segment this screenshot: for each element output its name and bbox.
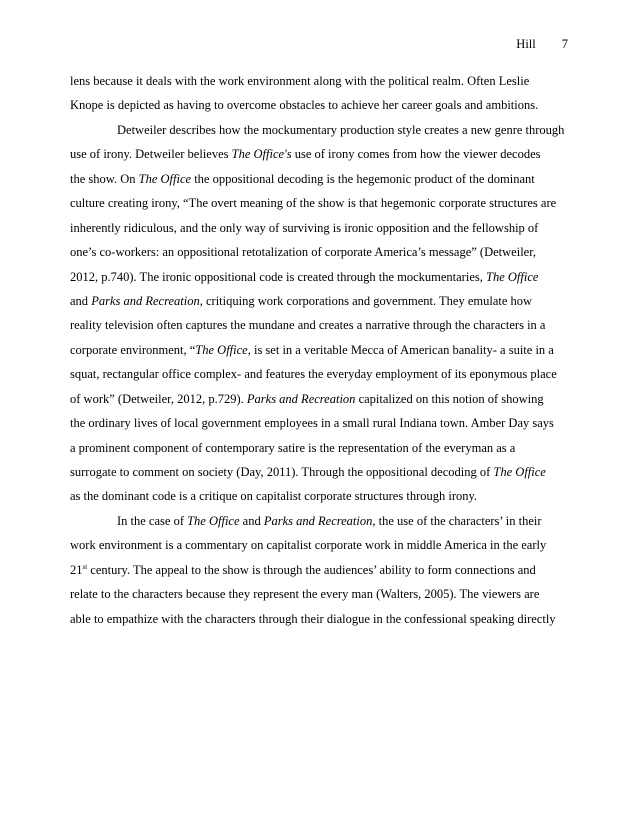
text-segment: culture creating irony, “The overt meaning of the show is that hegemonic corporate structures are bbox=[70, 196, 557, 211]
text-segment: Detweiler describes how the mockumentary production style creates a new genre through bbox=[117, 122, 565, 137]
text-segment: use of irony comes from how the viewer decodes bbox=[291, 147, 541, 162]
author-name: Hill bbox=[516, 37, 536, 51]
text-line bbox=[70, 387, 570, 411]
body-text bbox=[70, 69, 570, 631]
text-line bbox=[70, 607, 570, 631]
text-segment: work environment is a commentary on capitalist corporate work in middle America in the early bbox=[70, 538, 547, 553]
text-segment: 2012, p.740). The ironic oppositional code is created through the mockumentaries, bbox=[70, 269, 486, 284]
text-segment: use of irony. Detweiler believes bbox=[70, 147, 232, 162]
text-segment: capitalized on this notion of showing bbox=[355, 391, 544, 406]
text-line bbox=[70, 460, 570, 484]
text-segment: the ordinary lives of local government employees in a small rural Indiana town. Amber Day says bbox=[70, 416, 554, 431]
text-segment: the use of the characters’ in their bbox=[375, 513, 542, 528]
text-line bbox=[70, 509, 570, 533]
text-line bbox=[70, 436, 570, 460]
text-segment: lens because it deals with the work environment along with the political realm. Often Leslie bbox=[70, 74, 530, 88]
text-segment: relate to the characters because they represent the every man (Walters, 2005). The viewers are bbox=[70, 587, 540, 602]
text-segment: surrogate to comment on society (Day, 2011). Through the oppositional decoding of bbox=[70, 465, 494, 479]
text-segment: is set in a veritable Mecca of American banality- a suite in a bbox=[250, 342, 554, 357]
text-segment: corporate environment, “ bbox=[70, 342, 196, 357]
italic-title: The Office, bbox=[195, 342, 251, 357]
text-segment: critiquing work corporations and government. They emulate how bbox=[202, 293, 533, 308]
text-segment: and bbox=[70, 293, 92, 308]
text-segment: inherently ridiculous, and the only way of surviving is ironic opposition and the fellowship of bbox=[70, 220, 539, 235]
italic-title: Parks and Recreation bbox=[246, 391, 356, 406]
text-segment: the oppositional decoding is the hegemonic product of the dominant bbox=[191, 171, 535, 186]
text-line bbox=[70, 558, 570, 582]
text-segment: a prominent component of contemporary satire is the representation of the everyman as a bbox=[70, 440, 516, 455]
text-segment: the show. On bbox=[70, 171, 139, 186]
text-line bbox=[70, 265, 570, 289]
text-line bbox=[70, 93, 570, 117]
italic-title: Parks and Recreation, bbox=[263, 513, 376, 528]
text-segment: and bbox=[239, 513, 264, 528]
italic-title: The Office bbox=[187, 513, 240, 528]
text-segment: Knope is depicted as having to overcome obstacles to achieve her career goals and ambitions. bbox=[70, 98, 539, 113]
text-segment: as the dominant code is a critique on capitalist corporate structures through irony. bbox=[70, 489, 478, 504]
text-segment: In the case of bbox=[117, 513, 188, 528]
text-segment: reality television often captures the mundane and creates a narrative through the characters in a bbox=[70, 318, 546, 333]
text-line bbox=[70, 240, 570, 264]
text-line bbox=[70, 167, 570, 191]
text-line bbox=[70, 338, 570, 362]
text-line bbox=[70, 191, 570, 215]
italic-title: Parks and Recreation, bbox=[91, 293, 203, 308]
text-line bbox=[70, 582, 570, 606]
text-line bbox=[70, 289, 570, 313]
text-line bbox=[70, 411, 570, 435]
page-number: 7 bbox=[561, 37, 568, 51]
text-segment: century. The appeal to the show is through the audiences’ ability to form connections and bbox=[87, 562, 536, 577]
superscript: st bbox=[82, 562, 88, 571]
text-line bbox=[70, 69, 570, 93]
text-segment: 21 bbox=[70, 562, 83, 577]
text-line bbox=[70, 484, 570, 508]
text-segment: able to empathize with the characters through their dialogue in the confessional speaking directly bbox=[70, 611, 556, 626]
text-line bbox=[70, 216, 570, 240]
text-segment: one’s co-workers: an oppositional retotalization of corporate America’s message” (Detweiler, bbox=[70, 245, 536, 260]
text-segment: squat, rectangular office complex- and features the everyday employment of its eponymous place bbox=[70, 367, 557, 382]
italic-title: The Office's bbox=[231, 147, 292, 162]
text-line bbox=[70, 313, 570, 337]
text-line bbox=[70, 118, 570, 142]
text-segment: of work” (Detweiler, 2012, p.729). bbox=[70, 391, 247, 406]
text-line bbox=[70, 142, 570, 166]
italic-title: The Office bbox=[138, 171, 192, 186]
text-line bbox=[70, 362, 570, 386]
italic-title: The Office bbox=[486, 269, 539, 284]
italic-title: The Office bbox=[493, 465, 546, 479]
text-line bbox=[70, 533, 570, 557]
running-head bbox=[516, 36, 568, 52]
